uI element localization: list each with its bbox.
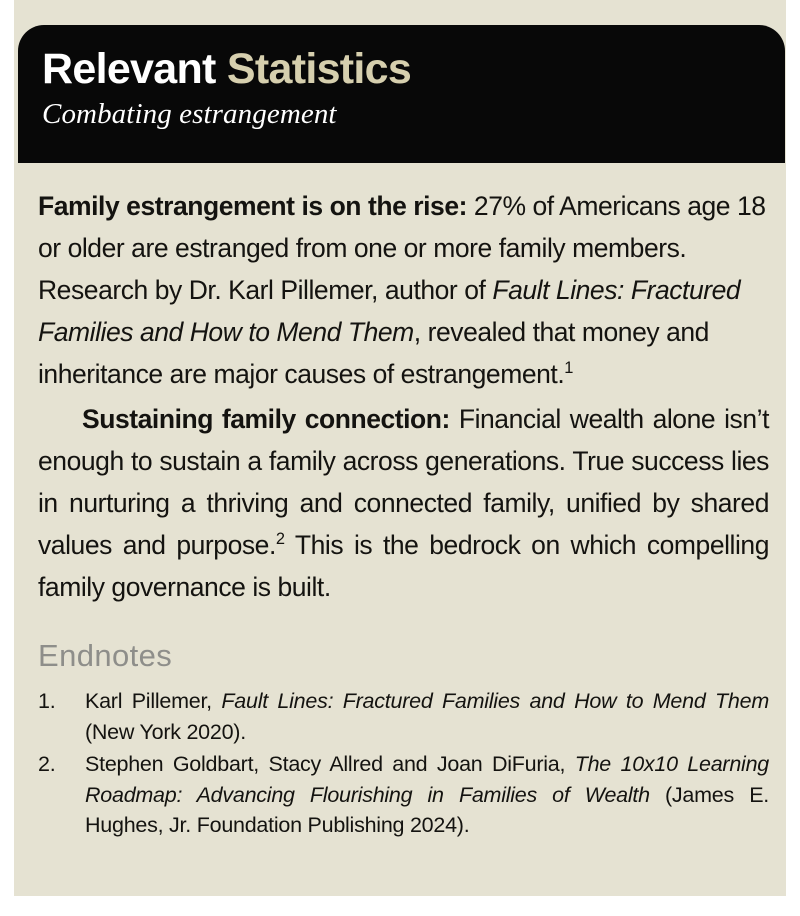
paragraph-1-book-title: Fault Lines: Fractured Families and How to Mend Them [38, 275, 741, 347]
endnote-text-b: (New York 2020). [85, 719, 246, 744]
page-title-accent: Statistics [226, 45, 412, 93]
header-bar [18, 25, 785, 163]
footnote-ref-1[interactable]: 1 [564, 359, 573, 378]
endnote-text-a: Karl Pillemer, [85, 689, 222, 713]
body-content [38, 185, 769, 608]
endnotes-heading: Endnotes [38, 638, 173, 673]
page-title-primary: Relevant [42, 45, 227, 93]
endnote-number: 1. [38, 689, 56, 713]
endnote-italic-title: Fault Lines: Fractured Families and How to Mend Them [221, 689, 769, 713]
page-title [42, 47, 785, 92]
paragraph-2-lead: Sustaining family connection: [82, 404, 450, 434]
endnotes-section [38, 638, 769, 843]
paragraph-2-text-b: This is the bedrock on which compelling family governance is built. [38, 530, 770, 602]
endnotes-list [38, 686, 769, 841]
endnote-text-b: (James E. Hughes, Jr. Foundation Publishing 2024). [85, 782, 770, 837]
footnote-ref-2[interactable]: 2 [275, 530, 285, 549]
paragraph-2-text-a: Financial wealth alone isn’t enough to sustain a family across generations. True success lies in nurturing a thriving and connected family, unified by shared values and purpose. [38, 404, 769, 560]
paragraph-1-text-b: , revealed that money and inheritance are major causes of estrangement. [38, 317, 709, 389]
paragraph-1-lead: Family estrangement is on the rise: [38, 191, 467, 221]
list-item [38, 686, 769, 747]
list-item [38, 749, 769, 841]
endnote-text-a: Stephen Goldbart, Stacy Allred and Joan DiFuria, [85, 752, 575, 776]
paragraph-sustaining-connection [38, 398, 769, 608]
page-subtitle: Combating estrangement [42, 97, 337, 130]
endnote-italic-title: The 10x10 Learning Roadmap: Advancing Flourishing in Families of Wealth [85, 752, 769, 807]
endnote-number: 2. [38, 752, 56, 776]
paragraph-estrangement-rise [38, 185, 769, 395]
paragraph-1-text-a: 27% of Americans age 18 or older are estranged from one or more family members. Research by Dr. Karl Pillemer, author of [38, 191, 766, 305]
